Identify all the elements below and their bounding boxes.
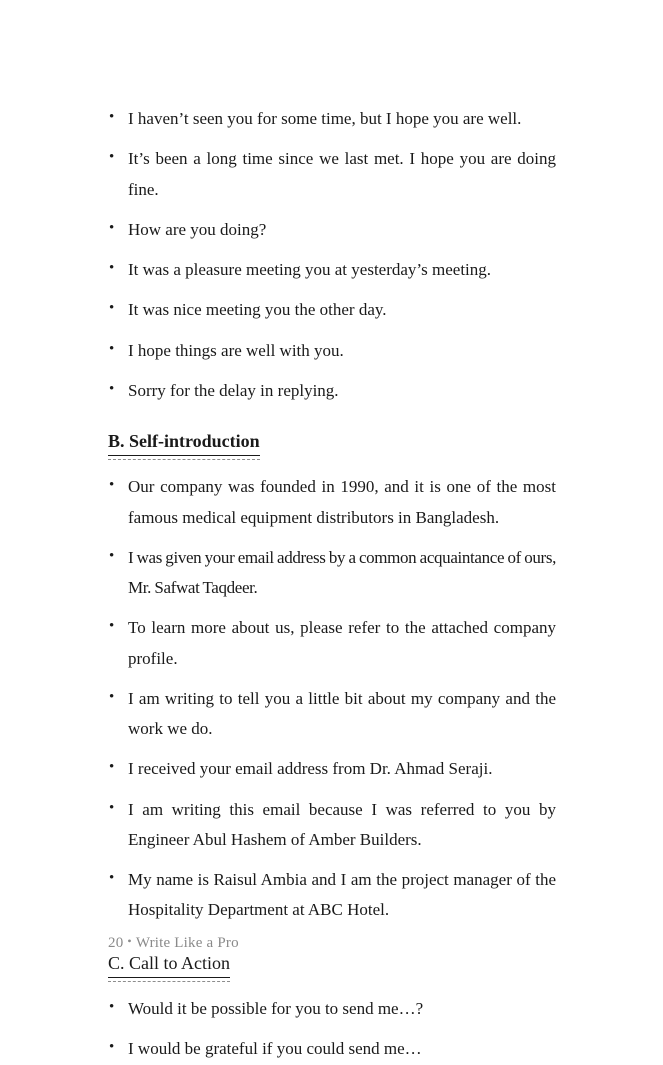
list-item <box>108 994 556 1024</box>
list-item-text: I am writing this email because I was referred to you by Engineer Abul Hashem of Amber Builders. <box>128 799 556 849</box>
bullet-icon: • <box>109 380 115 397</box>
list-item <box>108 215 556 245</box>
bullet-icon: • <box>109 477 115 494</box>
list-item <box>108 336 556 366</box>
greetings-bullet-list <box>108 104 556 406</box>
list-item <box>108 754 556 784</box>
list-item <box>108 1034 556 1064</box>
list-item <box>108 795 556 856</box>
bullet-icon: • <box>109 300 115 317</box>
page-content <box>108 104 556 1065</box>
list-item-text: To learn more about us, please refer to the attached company profile. <box>128 618 556 668</box>
bullet-icon: • <box>109 999 115 1016</box>
section-heading-c-wrapper <box>108 952 556 978</box>
self-introduction-bullet-list <box>108 472 556 925</box>
section-heading-b-wrapper <box>108 430 556 456</box>
list-item <box>108 295 556 325</box>
list-item-text: It was nice meeting you the other day. <box>128 300 387 320</box>
list-item-text: I was given your email address by a common acquaintance of ours, Mr. Safwat Taqdeer. <box>128 547 556 598</box>
list-item-text: Sorry for the delay in replying. <box>128 380 339 400</box>
list-item <box>108 613 556 674</box>
section-heading-self-introduction: B. Self-introduction <box>108 430 260 456</box>
bullet-icon: • <box>109 219 115 236</box>
list-item-text: I hope things are well with you. <box>128 340 344 360</box>
list-item-text: Our company was founded in 1990, and it is one of the most famous medical equipment distributors in Bangladesh. <box>128 477 556 527</box>
list-item <box>108 255 556 285</box>
list-item-text: I received your email address from Dr. Ahmad Seraji. <box>128 759 493 779</box>
call-to-action-bullet-list <box>108 994 556 1065</box>
footer-book-title: Write Like a Pro <box>135 935 239 951</box>
bullet-icon: • <box>109 109 115 125</box>
list-item-text: I haven’t seen you for some time, but I hope you are well. <box>128 109 522 128</box>
list-item-text: My name is Raisul Ambia and I am the project manager of the Hospitality Department at ABC Hotel. <box>128 870 556 920</box>
footer-separator-icon: • <box>127 934 132 948</box>
list-item <box>108 472 556 533</box>
list-item <box>108 865 556 926</box>
list-item-text: I am writing to tell you a little bit about my company and the work we do. <box>128 688 556 739</box>
bullet-icon: • <box>109 260 115 276</box>
bullet-icon: • <box>109 759 115 776</box>
page-footer <box>108 934 239 952</box>
list-item <box>108 104 556 134</box>
bullet-icon: • <box>109 340 115 357</box>
list-item-text: It was a pleasure meeting you at yesterday’s meeting. <box>128 260 492 279</box>
list-item <box>108 144 556 205</box>
footer-page-number: 20 <box>108 935 124 951</box>
bullet-icon: • <box>109 618 115 635</box>
list-item-text: How are you doing? <box>128 219 267 239</box>
section-heading-call-to-action: C. Call to Action <box>108 952 230 978</box>
list-item <box>108 684 556 745</box>
list-item-text: I would be grateful if you could send me… <box>128 1039 422 1059</box>
bullet-icon: • <box>109 1039 115 1056</box>
list-item <box>108 543 556 604</box>
list-item-text: Would it be possible for you to send me…? <box>128 999 424 1019</box>
bullet-icon: • <box>109 870 115 887</box>
bullet-icon: • <box>109 688 115 705</box>
bullet-icon: • <box>109 799 115 816</box>
bullet-icon: • <box>109 149 115 166</box>
list-item <box>108 376 556 406</box>
bullet-icon: • <box>109 547 114 564</box>
list-item-text: It’s been a long time since we last met. I hope you are doing fine. <box>128 149 556 199</box>
